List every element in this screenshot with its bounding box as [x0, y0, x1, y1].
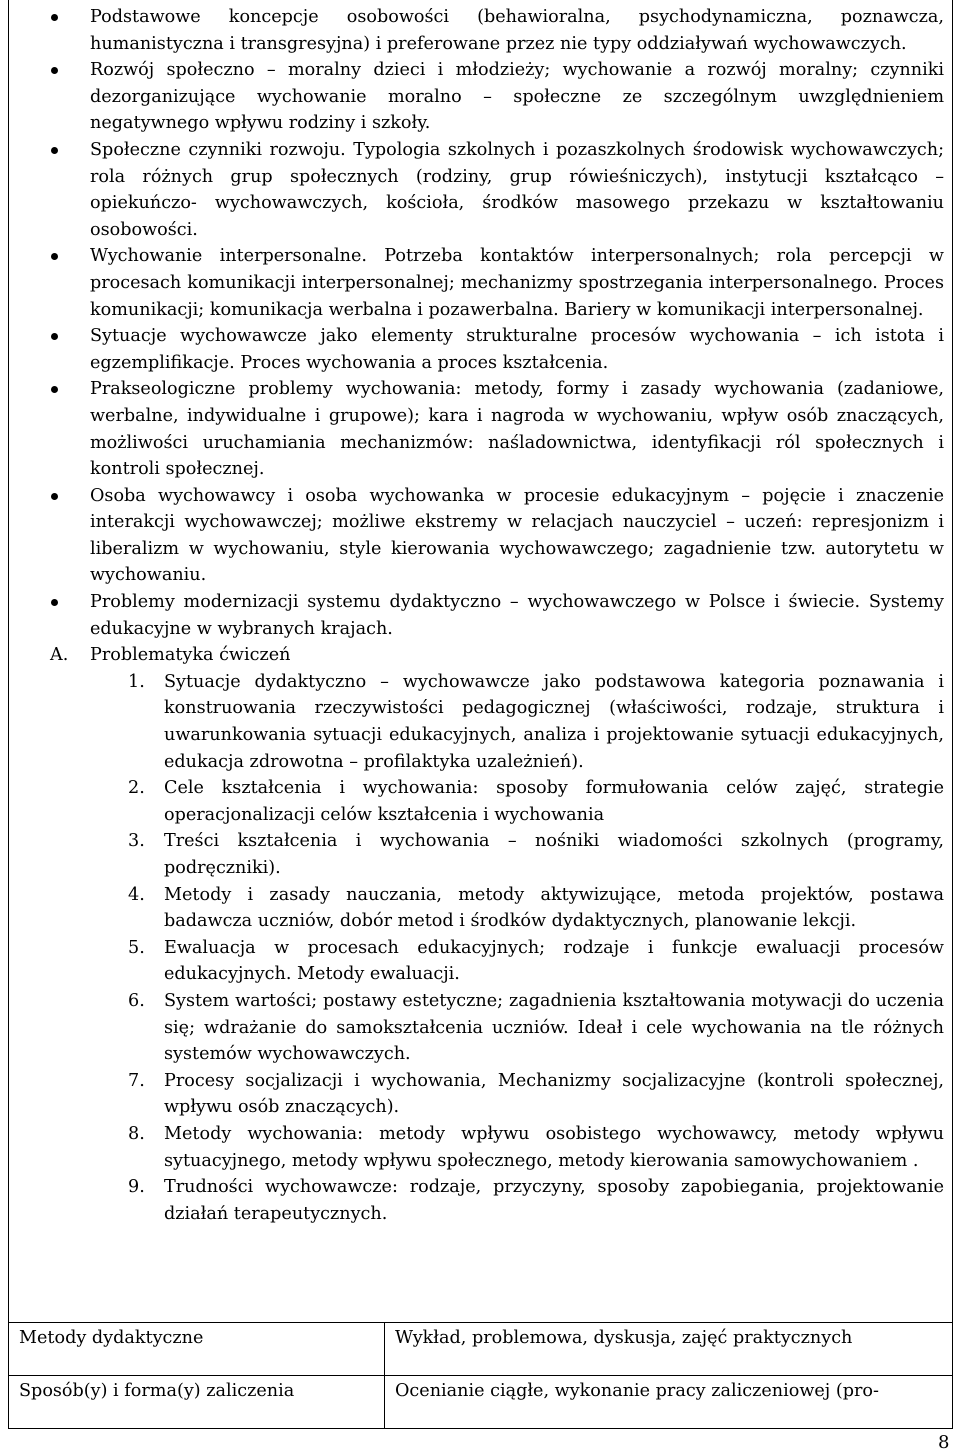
bullet-dot-icon: [51, 67, 58, 74]
bullet-text: Podstawowe koncepcje osobowości (behawioralna, psychodynamiczna, poznawcza, humanistyczna i transgresyjna) i preferowane przez nie typy oddziaływań wychowawczych.: [90, 7, 944, 54]
numbered-item: [0, 882, 960, 935]
course-info-table: [8, 1322, 953, 1429]
item-text: Metody wychowania: metody wpływu osobistego wychowawcy, metody wpływu sytuacyjnego, metody wpływu społecznego, metody kierowania samowychowaniem .: [164, 1123, 944, 1171]
table-label-cell: Sposób(y) i forma(y) zaliczenia: [9, 1376, 385, 1429]
item-number: 8.: [128, 1123, 145, 1144]
page-number: 8: [938, 1432, 950, 1453]
item-number: 2.: [128, 778, 145, 799]
bullet-dot-icon: [51, 333, 58, 340]
bullet-dot-icon: [51, 493, 58, 500]
bullet-dot-icon: [51, 14, 58, 21]
item-text: Trudności wychowawcze: rodzaje, przyczyny, sposoby zapobiegania, projektowanie działań terapeutycznych.: [164, 1177, 944, 1224]
bullet-item: [0, 323, 960, 376]
bullet-item: [0, 376, 960, 482]
table-value-cell: Ocenianie ciągłe, wykonanie pracy zaliczeniowej (pro-: [385, 1376, 953, 1429]
item-text: Ewaluacja w procesach edukacyjnych; rodzaje i funkcje ewaluacji procesów edukacyjnych. Metody ewaluacji.: [164, 937, 944, 985]
bullet-item: [0, 243, 960, 323]
bullet-item: [0, 57, 960, 137]
item-text: Procesy socjalizacji i wychowania, Mechanizmy socjalizacyjne (kontroli społecznej, wpływu osób znaczących).: [164, 1070, 944, 1118]
bullet-text: Wychowanie interpersonalne. Potrzeba kontaktów interpersonalnych; rola percepcji w procesach komunikacji interpersonalnej; mechanizmy spostrzegania interpersonalnego. Proces komunikacji; komunikacja werbalna i pozawerbalna. Bariery w komunikacji interpersonalnej.: [90, 246, 944, 320]
bullet-text: Społeczne czynniki rozwoju. Typologia szkolnych i pozaszkolnych środowisk wychowawczych; rola różnych grup społecznych (rodziny, grup rówieśniczych), instytucji kształcąco – opiekuńczo- wychowawczych, kościoła, środków masowego przekazu w kształtowaniu osobowości.: [90, 139, 944, 240]
numbered-item: [0, 669, 960, 775]
bullet-text: Rozwój społeczno – moralny dzieci i młodzieży; wychowanie a rozwój moralny; czynniki dezorganizujące wychowanie moralno – społeczne ze szczególnym uwzględnieniem negatywnego wpływu rodziny i szkoły.: [90, 60, 944, 134]
item-text: Metody i zasady nauczania, metody aktywizujące, metoda projektów, postawa badawcza uczniów, dobór metod i środków dydaktycznych, planowanie lekcji.: [164, 884, 944, 932]
bullet-text: Problemy modernizacji systemu dydaktyczno – wychowawczego w Polsce i świecie. Systemy edukacyjne w wybranych krajach.: [90, 592, 944, 639]
section-heading: [0, 642, 960, 669]
table-row: [9, 1376, 953, 1429]
item-text: Treści kształcenia i wychowania – nośniki wiadomości szkolnych (programy, podręczniki).: [164, 831, 944, 878]
numbered-item: [0, 828, 960, 881]
bullet-item: [0, 589, 960, 642]
bullet-text: Prakseologiczne problemy wychowania: metody, formy i zasady wychowania (zadaniowe, werbalne, indywidualne i grupowe); kara i nagroda w wychowaniu, wpływ osób znaczących, możliwości uruchamiania mechanizmów: naśladownictwa, identyfikacji ról społecznych i kontroli społecznej.: [90, 379, 944, 480]
item-number: 9.: [128, 1177, 145, 1198]
item-number: 3.: [128, 831, 145, 852]
bullet-text: Sytuacje wychowawcze jako elementy strukturalne procesów wychowania – ich istota i egzemplifikacje. Proces wychowania a proces kształcenia.: [90, 326, 944, 373]
table-row: [9, 1323, 953, 1376]
item-number: 5.: [128, 937, 145, 958]
item-text: System wartości; postawy estetyczne; zagadnienia kształtowania motywacji do uczenia się; wdrażanie do samokształcenia uczniów. Ideał i cele wychowania na tle różnych systemów wychowawczych.: [164, 990, 944, 1065]
bullet-dot-icon: [51, 253, 58, 260]
numbered-item: [0, 1121, 960, 1174]
numbered-item: [0, 1174, 960, 1227]
item-number: 1.: [128, 671, 145, 692]
bullet-dot-icon: [51, 599, 58, 606]
bullet-item: [0, 137, 960, 243]
section-title: Problematyka ćwiczeń: [90, 645, 291, 666]
item-number: 6.: [128, 990, 145, 1011]
table-label-cell: Metody dydaktyczne: [9, 1323, 385, 1376]
table-value-cell: Wykład, problemowa, dyskusja, zajęć praktycznych: [385, 1323, 953, 1376]
bullet-item: [0, 483, 960, 589]
item-number: 4.: [128, 884, 145, 905]
bullet-dot-icon: [51, 386, 58, 393]
item-text: Sytuacje dydaktyczno – wychowawcze jako podstawowa kategoria poznawania i konstruowania rzeczywistości pedagogicznej (właściwości, rodzaje, struktura i uwarunkowania sytuacji edukacyjnych, analiza i projektowanie sytuacji edukacyjnych, edukacja zdrowotna – profilaktyka uzależnień).: [164, 671, 944, 772]
numbered-item: [0, 935, 960, 988]
bullet-text: Osoba wychowawcy i osoba wychowanka w procesie edukacyjnym – pojęcie i znaczenie interakcji wychowawczej; możliwe ekstremy w relacjach nauczyciel – uczeń: represjonizm i liberalizm w wychowaniu, style kierowania wychowawczego; zagadnienie tzw. autorytetu w wychowaniu.: [90, 485, 944, 586]
bullet-item: [0, 4, 960, 57]
numbered-item: [0, 988, 960, 1068]
bullet-dot-icon: [51, 147, 58, 154]
item-text: Cele kształcenia i wychowania: sposoby formułowania celów zajęć, strategie operacjonalizacji celów kształcenia i wychowania: [164, 778, 944, 825]
section-marker: A.: [50, 645, 69, 666]
numbered-item: [0, 1068, 960, 1121]
course-content: [0, 4, 960, 1227]
item-number: 7.: [128, 1070, 145, 1091]
numbered-item: [0, 775, 960, 828]
